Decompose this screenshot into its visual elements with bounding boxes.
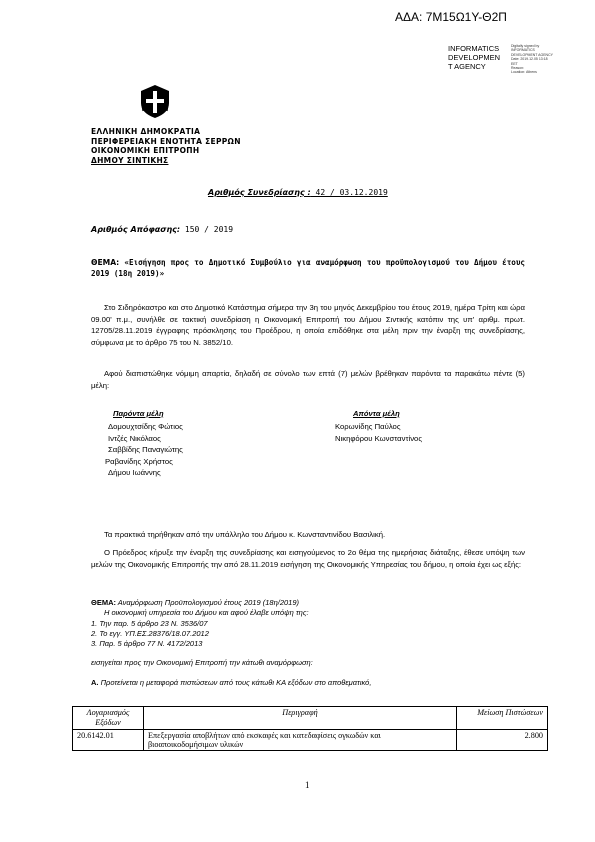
consideration-item: 3. Παρ. 5 άρθρο 77 Ν. 4172/2013 (91, 639, 203, 649)
paragraph-text: Αφού διαπιστώθηκε νόμιμη απαρτία, δηλαδή σε σύνολο των επτά (7) μελών βρέθηκαν παρόντα τα παρακάτω πέντε (5) μέλη: (91, 369, 525, 390)
ada-code: ΑΔΑ: 7Μ15Ω1Υ-Θ2Π (395, 10, 507, 24)
org-line: ΕΛΛΗΝΙΚΗ ΔΗΜΟΚΡΑΤΙΑ (91, 127, 201, 136)
signature-agency (448, 44, 500, 71)
proposal-line: εισηγείται προς την Οικονομική Επιτροπή την κάτωθι αναμόρφωση: (91, 658, 313, 668)
column-header: Περιγραφή (144, 707, 457, 730)
list-item: Κορωνίδης Παύλος (335, 422, 401, 431)
paragraph-text: Στο Σιδηρόκαστρο και στο Δημοτικό Κατάστημα σήμερα την 3η του μηνός Δεκεμβρίου του έτους 2019, ημέρα Τρίτη και ώρα 09.00' π.μ., συνήλθε σε τακτική συνεδρίαση η Οικονομική Επιτροπή του Δήμου Σιντικής κατόπιν της υπ' αριθμ. πρωτ. 12705/28.11.2019 έγγραφης πρόσκλησης του Προέδρου, η οποία επιδόθηκε στα μέλη πριν την έναρξη της συνεδρίασης, σύμφωνα με το άρθρο 75 του Ν. 3852/10. (91, 303, 525, 347)
list-item: Ιντζές Νικόλαος (108, 433, 161, 443)
signature-line: Date: 2019.12.05 13:18 (511, 57, 548, 62)
list-item: Νικηφόρου Κωνσταντίνος (335, 433, 423, 443)
decision-value: 150 / 2019 (180, 225, 234, 234)
column-header: Λογαριασμός Εξόδων (73, 707, 144, 730)
intro-line: Η οικονομική υπηρεσία του Δήμου και αφού έλαβε υπόψη της: (104, 608, 309, 618)
subject-label: ΘΕΜΑ: (91, 258, 120, 267)
budget-table (72, 706, 548, 751)
absent-header: Απόντα μέλη (353, 409, 400, 418)
paragraph-minutes (91, 529, 525, 541)
paragraph-opening (91, 302, 525, 348)
list-item: Δομουχτσίδης Φώτιος (108, 422, 183, 431)
present-header: Παρόντα μέλη (113, 409, 164, 418)
agency-line: T AGENCY (448, 62, 486, 71)
table-cell: Επεξεργασία αποβλήτων από εκσκαφές και κατεδαφίσεις ογκωδών και βιοαποικοδομήσιμων υλικών (144, 730, 457, 751)
thema-line (91, 598, 531, 608)
paragraph-text: Ο Πρόεδρος κήρυξε την έναρξη της συνεδρίασης και εισηγούμενος το 2ο θέμα της ημερήσιας διάταξης, έθεσε υπόψη των μελών της Οικονομικής Επιτροπής την από 28.11.2019 εισήγηση της Οικονομικής Υπηρεσίας του δήμου, η οποία έχει ως εξής: (91, 548, 525, 569)
proposal-block (91, 598, 531, 688)
signature-line: DEVELOPMENT AGENCY (511, 52, 553, 57)
agency-line: DEVELOPMEN (448, 53, 501, 62)
paragraph-text: Τα πρακτικά τηρήθηκαν από την υπάλληλο του Δήμου κ. Κωνσταντινίδου Βασιλική. (104, 530, 386, 539)
signature-line: Location: Athens (511, 70, 537, 75)
section-a-label: Α. (91, 677, 99, 687)
absent-list (335, 421, 422, 444)
signature-line: Reason: (511, 66, 525, 71)
consideration-item: 1. Την παρ. 5 άρθρο 23 Ν. 3536/07 (91, 618, 208, 628)
session-number (208, 188, 388, 197)
thema-label: ΘΕΜΑ: (91, 598, 116, 607)
org-line: ΠΕΡΙΦΕΡΕΙΑΚΗ ΕΝΟΤΗΤΑ ΣΕΡΡΩΝ (91, 136, 241, 146)
consideration-item: 2. Το εγγ. ΥΠ.ΕΣ.28376/18.07.2012 (91, 628, 209, 638)
paragraph-quorum (91, 368, 525, 391)
agency-line: INFORMATICS (448, 44, 500, 53)
signature-line: Digitally signed by (511, 44, 540, 48)
org-line: ΔΗΜΟΥ ΣΙΝΤΙΚΗΣ (91, 155, 169, 165)
column-header: Μείωση Πιστώσεων (457, 707, 548, 730)
session-value: 42 / 03.12.2019 (310, 188, 388, 197)
paragraph-president (91, 547, 525, 570)
signature-line: EET (511, 61, 518, 66)
greek-emblem-icon (138, 83, 172, 119)
present-list (105, 421, 183, 479)
decision-number (91, 225, 233, 234)
thema-text: Αναμόρφωση Προϋπολογισμού έτους 2019 (18η/2019) (116, 598, 299, 607)
subject (91, 257, 525, 279)
page-number: 1 (305, 780, 310, 790)
list-item: Ραβανίδης Χρήστος (105, 456, 173, 466)
list-item: Σαββίδης Παναγιώτης (108, 445, 183, 455)
list-item: Δήμου Ιωάννης (108, 468, 161, 478)
section-a (91, 678, 531, 688)
section-a-text: Προτείνεται η μεταφορά πιστώσεων από τους κάτωθι ΚΑ εξόδων στο αποθεματικό, (98, 677, 372, 687)
subject-text: «Εισήγηση προς το Δημοτικό Συμβούλιο για αναμόρφωση του προϋπολογισμού του Δήμου έτους 2019 (18η 2019)» (91, 258, 525, 278)
table-header-row (73, 707, 548, 730)
decision-label: Αριθμός Απόφασης: (91, 225, 181, 234)
org-line: ΟΙΚΟΝΟΜΙΚΗ ΕΠΙΤΡΟΠΗ (91, 146, 200, 155)
session-label: Αριθμός Συνεδρίασης : (208, 188, 311, 197)
signature-details (511, 44, 553, 75)
table-row (73, 730, 548, 751)
table-cell: 20.6142.01 (73, 730, 144, 751)
table-cell: 2.800 (457, 730, 548, 751)
organization-block (91, 127, 241, 165)
signature-line: INFORMATICS (511, 48, 535, 53)
